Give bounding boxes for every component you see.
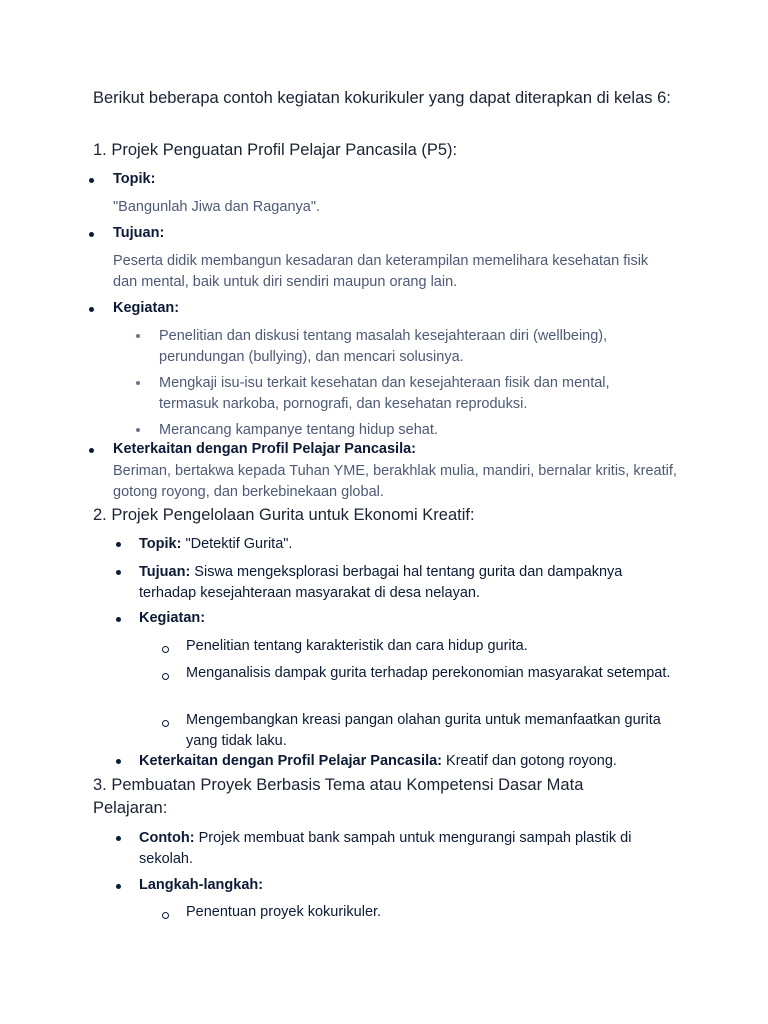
s3-contoh-label: Contoh: — [139, 830, 195, 846]
s1-kegiatan-item: Merancang kampanye tentang hidup sehat. — [159, 422, 438, 438]
s1-kegiatan-item: Penelitian dan diskusi tentang masalah kesejahteraan diri (wellbeing), perundungan (bullying), dan mencari solusinya. — [159, 328, 608, 365]
bullet-icon — [89, 178, 94, 183]
sub-bullet-icon — [136, 334, 140, 338]
bullet-icon — [116, 884, 121, 889]
s3-contoh-value: Projek membuat bank sampah untuk mengurangi sampah plastik di sekolah. — [139, 830, 632, 867]
section-3-heading-cont: Pelajaran: — [93, 799, 168, 817]
circle-bullet-icon — [162, 912, 169, 919]
s2-keterkaitan — [139, 751, 739, 772]
section-1-heading: 1. Projek Penguatan Profil Pelajar Pancasila (P5): — [93, 141, 458, 159]
section-3-heading: 3. Pembuatan Proyek Berbasis Tema atau Kompetensi Dasar Mata — [93, 776, 584, 794]
bullet-icon — [116, 759, 121, 764]
sub-bullet-icon — [136, 428, 140, 432]
s1-topik-value: "Bangunlah Jiwa dan Raganya". — [113, 199, 320, 215]
s1-topik-label: Topik: — [113, 171, 156, 187]
s2-topik-value: "Detektif Gurita". — [181, 536, 293, 552]
s2-kegiatan-item: Mengembangkan kreasi pangan olahan gurita untuk memanfaatkan gurita yang tidak laku. — [186, 712, 661, 749]
s2-keterkaitan-label: Keterkaitan dengan Profil Pelajar Pancasila: — [139, 753, 443, 769]
sub-bullet-icon — [136, 381, 140, 385]
bullet-icon — [116, 617, 121, 622]
s3-langkah-item: Penentuan proyek kokurikuler. — [186, 904, 382, 920]
s2-topik-label: Topik: — [139, 536, 182, 552]
s2-kegiatan-item: Penelitian tentang karakteristik dan cara hidup gurita. — [186, 638, 528, 654]
s2-tujuan-label: Tujuan: — [139, 564, 191, 580]
bullet-icon — [116, 570, 121, 575]
s2-tujuan — [139, 562, 679, 603]
s2-tujuan-value: Siswa mengeksplorasi berbagai hal tentang gurita dan dampaknya terhadap kesejahteraan masyarakat di desa nelayan. — [139, 564, 623, 601]
s2-kegiatan-item: Menganalisis dampak gurita terhadap perekonomian masyarakat setempat. — [186, 665, 671, 681]
intro-paragraph: Berikut beberapa contoh kegiatan kokurikuler yang dapat diterapkan di kelas 6: — [93, 89, 671, 107]
s2-kegiatan-label: Kegiatan: — [139, 610, 206, 626]
s1-kegiatan-label: Kegiatan: — [113, 300, 180, 316]
s3-langkah-label: Langkah-langkah: — [139, 877, 264, 893]
bullet-icon — [89, 448, 94, 453]
circle-bullet-icon — [162, 673, 169, 680]
bullet-icon — [116, 542, 121, 547]
s1-keterkaitan-label: Keterkaitan dengan Profil Pelajar Pancasila: — [113, 441, 417, 457]
bullet-icon — [116, 836, 121, 841]
section-2-heading: 2. Projek Pengelolaan Gurita untuk Ekonomi Kreatif: — [93, 506, 475, 524]
s1-tujuan-label: Tujuan: — [113, 225, 165, 241]
s3-contoh — [139, 828, 679, 869]
s1-tujuan-value: Peserta didik membangun kesadaran dan keterampilan memelihara kesehatan fisik dan mental, baik untuk diri sendiri maupun orang lain. — [113, 253, 649, 290]
circle-bullet-icon — [162, 720, 169, 727]
bullet-icon — [89, 307, 94, 312]
s1-keterkaitan-value: Beriman, bertakwa kepada Tuhan YME, berakhlak mulia, mandiri, bernalar kritis, kreatif, gotong royong, dan berkebinekaan global. — [113, 463, 677, 500]
s2-topik — [139, 534, 679, 555]
bullet-icon — [89, 232, 94, 237]
circle-bullet-icon — [162, 646, 169, 653]
s1-kegiatan-item: Mengkaji isu-isu terkait kesehatan dan kesejahteraan fisik dan mental, termasuk narkoba, pornografi, dan kesehatan reproduksi. — [159, 375, 610, 412]
s2-keterkaitan-value: Kreatif dan gotong royong. — [442, 753, 617, 769]
